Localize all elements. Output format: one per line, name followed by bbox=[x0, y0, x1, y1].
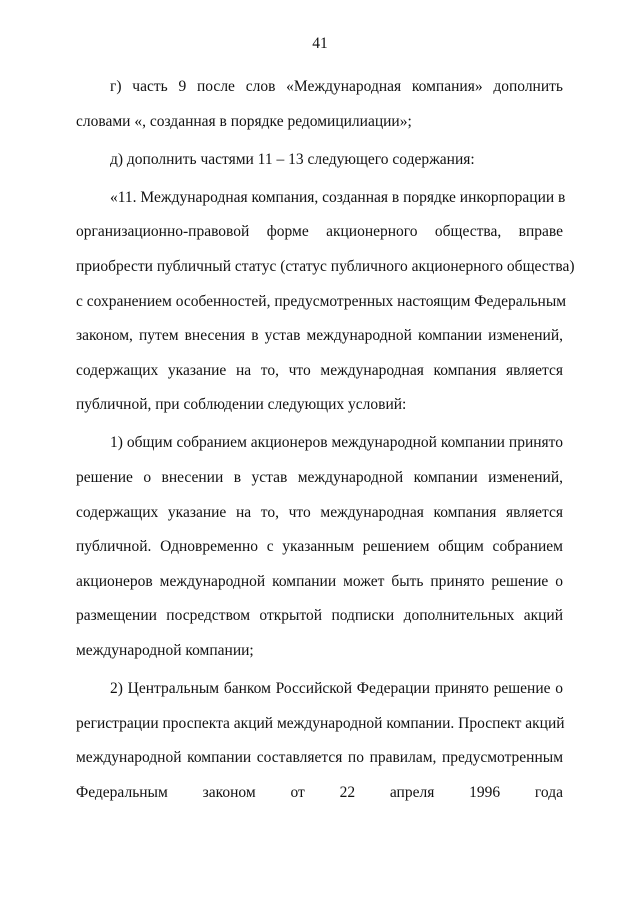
word: от bbox=[290, 783, 305, 801]
text-line: «11. Международная компания, созданная в порядке инкорпорации в bbox=[110, 188, 566, 206]
text-line: д) дополнить частями 11 – 13 следующего содержания: bbox=[110, 150, 475, 168]
text-line: законом, путем внесения в устав международной компании изменений, bbox=[76, 327, 563, 345]
text-line: 1) общим собранием акционеров международной компании принято bbox=[110, 434, 563, 452]
text-line: решение о внесении в устав международной компании изменений, bbox=[76, 469, 563, 487]
text-line: международной компании составляется по правилам, предусмотренным bbox=[76, 749, 563, 767]
text-line: содержащих указание на то, что международная компания является bbox=[76, 503, 563, 521]
text-line-spread bbox=[76, 776, 563, 811]
text-line: акционеров международной компании может быть принято решение о bbox=[76, 572, 563, 590]
paragraph-11 bbox=[76, 181, 575, 423]
text-line: размещении посредством открытой подписки дополнительных акций bbox=[76, 607, 563, 625]
text-line: с сохранением особенностей, предусмотренных настоящим Федеральным bbox=[76, 292, 567, 310]
word: года bbox=[534, 783, 563, 801]
paragraph-d bbox=[76, 143, 563, 178]
paragraph-g bbox=[76, 70, 563, 139]
text-line: регистрации проспекта акций международной компании. Проспект акций bbox=[76, 714, 565, 732]
text-line: 2) Центральным банком Российской Федерации принято решение о bbox=[110, 680, 563, 698]
text-line: г) часть 9 после слов «Международная компания» дополнить bbox=[110, 78, 563, 95]
text-line: публичной. Одновременно с указанным решением общим собранием bbox=[76, 538, 563, 556]
text-line: международной компании; bbox=[76, 642, 254, 659]
paragraph-item-1 bbox=[76, 426, 563, 668]
text-line: словами «, созданная в порядке редомицилиации»; bbox=[76, 112, 412, 130]
text-line: публичной, при соблюдении следующих условий: bbox=[76, 396, 407, 414]
document-body bbox=[76, 70, 575, 810]
word: 22 bbox=[339, 783, 356, 801]
text-line: содержащих указание на то, что международная компания является bbox=[76, 361, 563, 379]
word: Федеральным bbox=[76, 783, 168, 801]
word: 1996 bbox=[469, 783, 501, 801]
text-line: организационно-правовой форме акционерного общества, вправе bbox=[76, 223, 563, 241]
page-number: 41 bbox=[312, 35, 328, 52]
word: апреля bbox=[389, 783, 435, 801]
text-line: приобрести публичный статус (статус публичного акционерного общества) bbox=[76, 257, 575, 275]
word: законом bbox=[202, 783, 256, 801]
paragraph-item-2 bbox=[76, 672, 563, 810]
